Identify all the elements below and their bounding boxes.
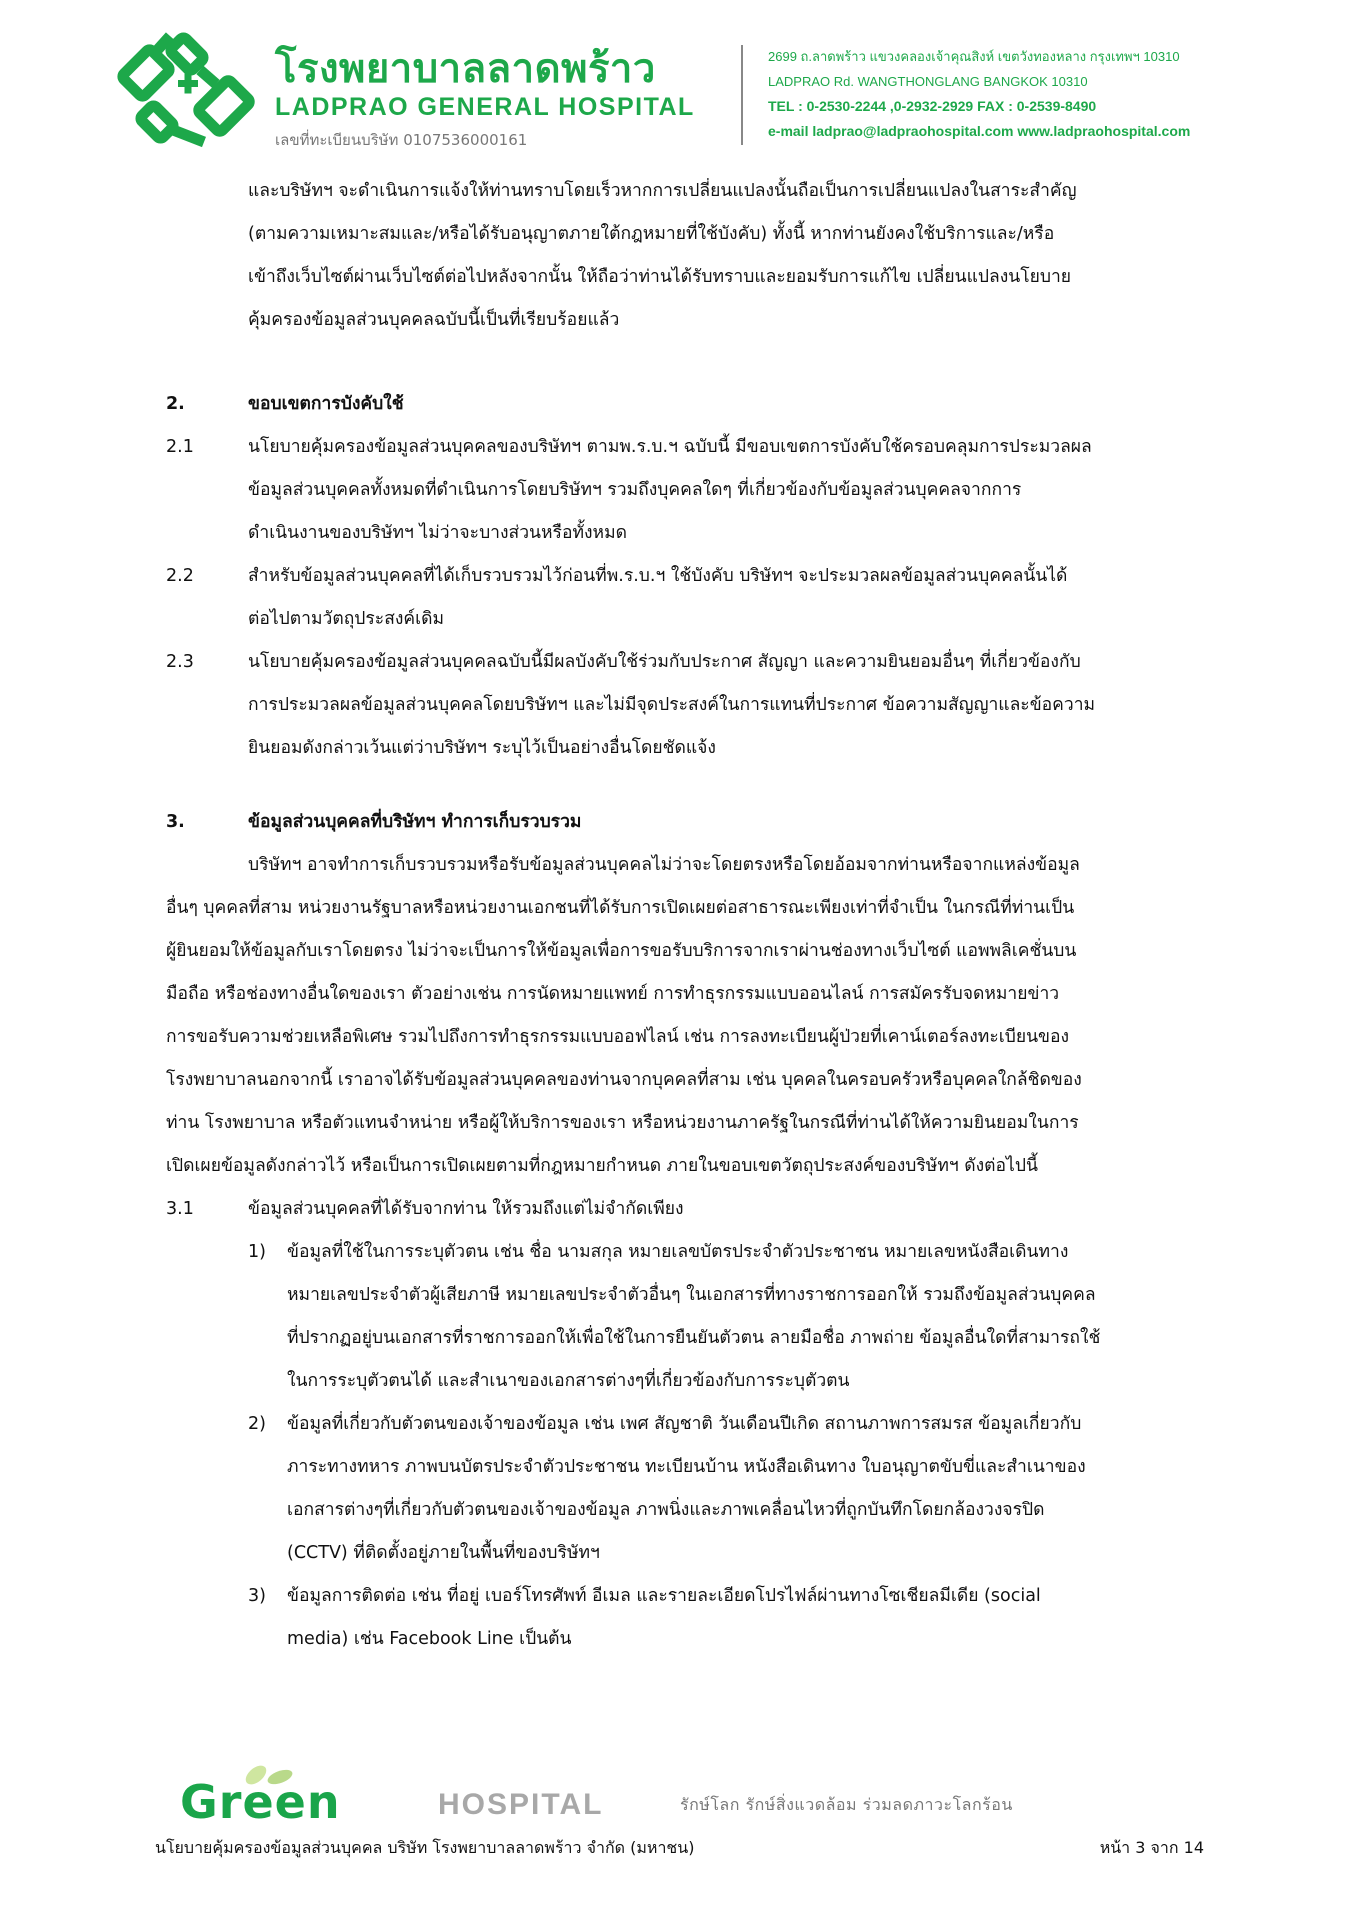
list-line: (CCTV) ที่ติดตั้งอยู่ภายในพื้นที่ของบริษัทฯ: [287, 1543, 600, 1563]
item-line: นโยบายคุ้มครองข้อมูลส่วนบุคคลฉบับนี้มีผลบังคับใช้ร่วมกับประกาศ สัญญา และความยินยอมอื่นๆ ที่เกี่ยวข้องกับ: [248, 652, 1081, 672]
sub-title: ข้อมูลส่วนบุคคลที่ได้รับจากท่าน ให้รวมถึงแต่ไม่จำกัดเพียง: [248, 1199, 684, 1219]
address-english: LADPRAO Rd. WANGTHONGLANG BANGKOK 10310: [768, 74, 1088, 89]
item-line: ดำเนินงานของบริษัทฯ ไม่ว่าจะบางส่วนหรือทั้งหมด: [248, 523, 627, 543]
list-line: ในการระบุตัวตนได้ และสำเนาของเอกสารต่างๆที่เกี่ยวข้องกับการระบุตัวตน: [287, 1371, 850, 1391]
address-thai: 2699 ถ.ลาดพร้าว แขวงคลองเจ้าคุณสิงห์ เขตวังทองหลาง กรุงเทพฯ 10310: [768, 49, 1180, 64]
brand-name-english: LADPRAO GENERAL HOSPITAL: [275, 93, 695, 121]
item-line: ต่อไปตามวัตถุประสงค์เดิม: [248, 609, 445, 629]
item-line: นโยบายคุ้มครองข้อมูลส่วนบุคคลของบริษัทฯ ตามพ.ร.บ.ฯ ฉบับนี้ มีขอบเขตการบังคับใช้ครอบคลุมการประมวลผล: [248, 437, 1092, 457]
list-line: ข้อมูลที่ใช้ในการระบุตัวตน เช่น ชื่อ นามสกุล หมายเลขบัตรประจำตัวประชาชน หมายเลขหนังสือเดินทาง: [287, 1242, 1069, 1262]
registration-number: เลขที่ทะเบียนบริษัท 0107536000161: [275, 131, 528, 149]
phone-fax: TEL : 0-2530-2244 ,0-2932-2929 FAX : 0-2539-8490: [768, 98, 1097, 114]
item-number: 2.2: [166, 566, 194, 586]
list-number: 2): [248, 1414, 266, 1434]
footer-document-title: นโยบายคุ้มครองข้อมูลส่วนบุคคล บริษัท โรงพยาบาลลาดพร้าว จำกัด (มหาชน): [155, 1838, 695, 1857]
paragraph-line: มือถือ หรือช่องทางอื่นใดของเรา ตัวอย่างเช่น การนัดหมายแพทย์ การทำธุรกรรมแบบออนไลน์ การสมัครรับจดหมายข่าว: [166, 984, 1060, 1004]
item-number: 2.1: [166, 437, 194, 457]
intro-line: เข้าถึงเว็บไซต์ผ่านเว็บไซต์ต่อไปหลังจากนั้น ให้ถือว่าท่านได้รับทราบและยอมรับการแก้ไข เปลี่ยนแปลงนโยบาย: [248, 267, 1072, 287]
list-line: ข้อมูลการติดต่อ เช่น ที่อยู่ เบอร์โทรศัพท์ อีเมล และรายละเอียดโปรไฟล์ผ่านทางโซเชียลมีเดีย (social: [287, 1586, 1041, 1606]
hospital-logo-word: HOSPITAL: [438, 1788, 604, 1821]
paragraph-line: โรงพยาบาลนอกจากนี้ เราอาจได้รับข้อมูลส่วนบุคคลของท่านจากบุคคลที่สาม เช่น บุคคลในครอบครัวหรือบุคคลใกล้ชิดของ: [166, 1070, 1082, 1090]
paragraph-line: ท่าน โรงพยาบาล หรือตัวแทนจำหน่าย หรือผู้ให้บริการของเรา หรือหน่วยงานภาครัฐในกรณีที่ท่านได้ให้ความยินยอมในการ: [166, 1113, 1079, 1133]
list-line: เอกสารต่างๆที่เกี่ยวกับตัวตนของเจ้าของข้อมูล ภาพนิ่งและภาพเคลื่อนไหวที่ถูกบันทึกโดยกล้องวงจรปิด: [287, 1500, 1045, 1520]
hospital-logo-icon: [112, 30, 262, 150]
list-line: ข้อมูลที่เกี่ยวกับตัวตนของเจ้าของข้อมูล เช่น เพศ สัญชาติ วันเดือนปีเกิด สถานภาพการสมรส ข้อมูลเกี่ยวกับ: [287, 1414, 1082, 1434]
slogan: รักษ์โลก รักษ์สิ่งแวดล้อม ร่วมลดภาวะโลกร้อน: [680, 1795, 1013, 1814]
section-title: ข้อมูลส่วนบุคคลที่บริษัทฯ ทำการเก็บรวบรวม: [248, 812, 582, 832]
section-number: 2.: [166, 394, 185, 414]
item-line: ยินยอมดังกล่าวเว้นแต่ว่าบริษัทฯ ระบุไว้เป็นอย่างอื่นโดยชัดแจ้ง: [248, 738, 716, 758]
section-number: 3.: [166, 812, 185, 832]
green-logo-word: Green: [180, 1775, 341, 1829]
list-number: 3): [248, 1586, 266, 1606]
list-line: ภาระทางทหาร ภาพบนบัตรประจำตัวประชาชน ทะเบียนบ้าน หนังสือเดินทาง ใบอนุญาตขับขี่และสำเนาของ: [287, 1457, 1086, 1477]
section-title: ขอบเขตการบังคับใช้: [248, 394, 404, 414]
intro-line: และบริษัทฯ จะดำเนินการแจ้งให้ท่านทราบโดยเร็วหากการเปลี่ยนแปลงนั้นถือเป็นการเปลี่ยนแปลงในสาระสำคัญ: [248, 181, 1077, 201]
paragraph-line: บริษัทฯ อาจทำการเก็บรวบรวมหรือรับข้อมูลส่วนบุคคลไม่ว่าจะโดยตรงหรือโดยอ้อมจากท่านหรือจากแหล่งข้อมูล: [248, 855, 1080, 875]
item-line: สำหรับข้อมูลส่วนบุคคลที่ได้เก็บรวบรวมไว้ก่อนที่พ.ร.บ.ฯ ใช้บังคับ บริษัทฯ จะประมวลผลข้อมูลส่วนบุคคลนั้นได้: [248, 566, 1068, 586]
item-line: ข้อมูลส่วนบุคคลทั้งหมดที่ดำเนินการโดยบริษัทฯ รวมถึงบุคคลใดๆ ที่เกี่ยวข้องกับข้อมูลส่วนบุคคลจากการ: [248, 480, 1022, 500]
header-divider: [741, 45, 743, 145]
page-number: หน้า 3 จาก 14: [1099, 1838, 1204, 1857]
intro-line: (ตามความเหมาะสมและ/หรือได้รับอนุญาตภายใต้กฎหมายที่ใช้บังคับ) ทั้งนี้ หากท่านยังคงใช้บริการและ/หรือ: [248, 224, 1055, 244]
email-website[interactable]: e-mail ladprao@ladpraohospital.com www.ladpraohospital.com: [768, 123, 1191, 139]
paragraph-line: เปิดเผยข้อมูลดังกล่าวไว้ หรือเป็นการเปิดเผยตามที่กฎหมายกำหนด ภายในขอบเขตวัตถุประสงค์ของบริษัทฯ ดังต่อไปนี้: [166, 1156, 1038, 1176]
list-number: 1): [248, 1242, 266, 1262]
sub-number: 3.1: [166, 1199, 194, 1219]
item-line: การประมวลผลข้อมูลส่วนบุคคลโดยบริษัทฯ และไม่มีจุดประสงค์ในการแทนที่ประกาศ ข้อความสัญญาและข้อความ: [248, 695, 1096, 715]
list-line: media) เช่น Facebook Line เป็นต้น: [287, 1629, 572, 1649]
paragraph-line: อื่นๆ บุคคลที่สาม หน่วยงานรัฐบาลหรือหน่วยงานเอกชนที่ได้รับการเปิดเผยต่อสาธารณะเพียงเท่าที่จำเป็น ในกรณีที่ท่านเป็น: [166, 898, 1075, 918]
contact-block: [768, 44, 1190, 144]
item-number: 2.3: [166, 652, 194, 672]
list-line: หมายเลขประจำตัวผู้เสียภาษี หมายเลขประจำตัวอื่นๆ ในเอกสารที่ทางราชการออกให้ รวมถึงข้อมูลส่วนบุคคล: [287, 1285, 1096, 1305]
letterhead: [0, 0, 1358, 160]
intro-line: คุ้มครองข้อมูลส่วนบุคคลฉบับนี้เป็นที่เรียบร้อยแล้ว: [248, 310, 620, 330]
paragraph-line: ผู้ยินยอมให้ข้อมูลกับเราโดยตรง ไม่ว่าจะเป็นการให้ข้อมูลเพื่อการขอรับบริการจากเราผ่านช่องทางเว็บไซต์ แอพพลิเคชั่นบน: [166, 941, 1077, 961]
paragraph-line: การขอรับความช่วยเหลือพิเศษ รวมไปถึงการทำธุรกรรมแบบออฟไลน์ เช่น การลงทะเบียนผู้ป่วยที่เคาน์เตอร์ลงทะเบียนของ: [166, 1027, 1070, 1047]
brand-name-thai: โรงพยาบาลลาดพร้าว: [275, 46, 656, 92]
list-line: ที่ปรากฏอยู่บนเอกสารที่ราชการออกให้เพื่อใช้ในการยืนยันตัวตน ลายมือชื่อ ภาพถ่าย ข้อมูลอื่นใดที่สามารถใช้: [287, 1328, 1101, 1348]
